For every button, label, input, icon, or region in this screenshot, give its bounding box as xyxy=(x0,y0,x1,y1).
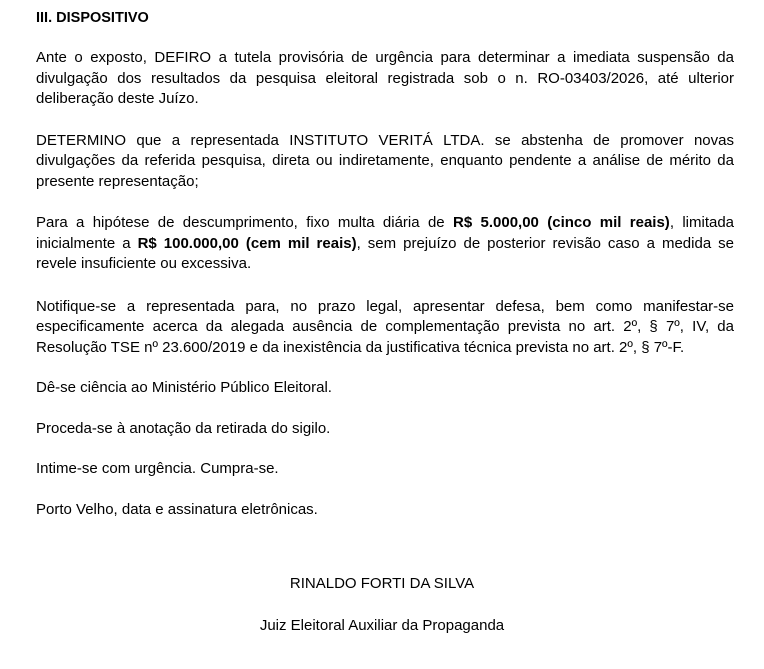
paragraph-fine xyxy=(36,213,734,275)
daily-fine-amount: R$ 5.000,00 (cinco mil reais) xyxy=(452,214,670,231)
signatory-name: RINALDO FORTI DA SILVA xyxy=(289,575,475,592)
paragraph-determination: DETERMINO que a representada INSTITUTO VERITÁ LTDA. se abstenha de promover novas divulgações da referida pesquisa, direta ou indiretamente, enquanto pendente a análise de mérito da presente representação; xyxy=(36,131,734,190)
fine-text-part-1: Para a hipótese de descumprimento, fixo multa diária de xyxy=(36,214,453,231)
paragraph-place-date: Porto Velho, data e assinatura eletrônicas. xyxy=(36,500,318,518)
fine-cap-amount: R$ 100.000,00 (cem mil reais) xyxy=(137,234,357,252)
paragraph-seal-removal: Proceda-se à anotação da retirada do sigilo. xyxy=(36,419,331,437)
section-heading: III. DISPOSITIVO xyxy=(36,10,149,26)
paragraph-urgent-summons: Intime-se com urgência. Cumpra-se. xyxy=(36,460,279,477)
paragraph-ministry-notice: Dê-se ciência ao Ministério Público Eleitoral. xyxy=(36,379,332,396)
fine-text-part-3: , sem prejuízo de posterior revisão caso a medida se revele insuficiente ou excessiva. xyxy=(36,234,735,272)
paragraph-deferral: Ante o exposto, DEFIRO a tutela provisória de urgência para determinar a imediata suspensão da divulgação dos resultados da pesquisa eleitoral registrada sob o n. RO-03403/2026, até ulterior deliberação deste Juízo. xyxy=(36,49,734,107)
paragraph-notification: Notifique-se a representada para, no prazo legal, apresentar defesa, bem como manifestar-se especificamente acerca da alegada ausência de complementação prevista no art. 2º, § 7º, IV, da Resolução TSE nº 23.600/2019 e da inexistência da justificativa técnica prevista no art. 2º, § 7º-F. xyxy=(36,297,734,356)
signatory-role: Juiz Eleitoral Auxiliar da Propaganda xyxy=(259,617,505,634)
fine-text-part-2: , limitada inicialmente a xyxy=(36,214,735,252)
document-body xyxy=(36,8,734,520)
